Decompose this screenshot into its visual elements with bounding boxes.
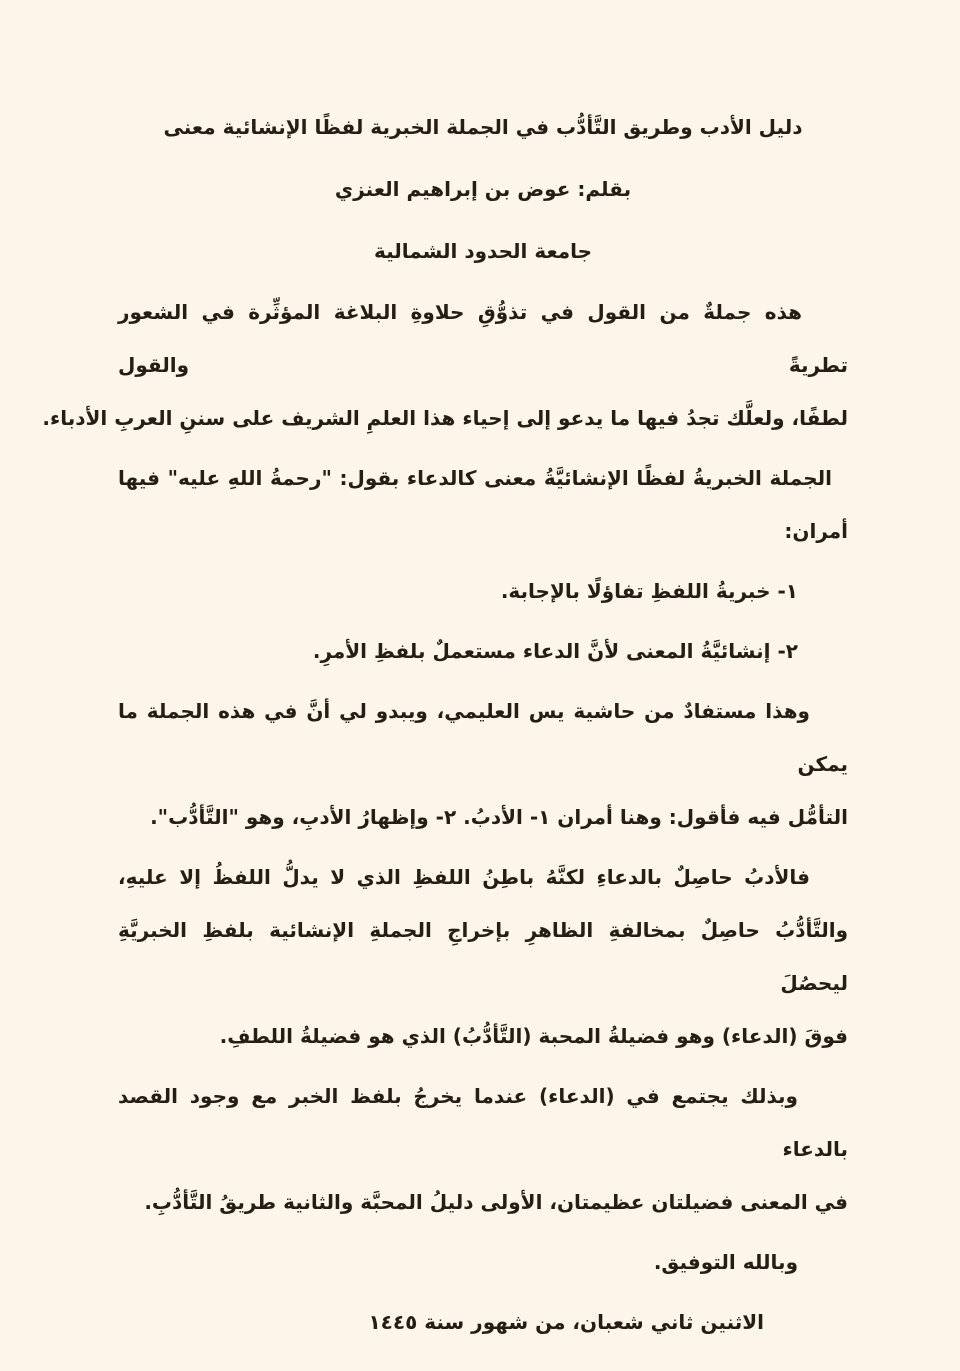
- closing-line: [118, 1236, 848, 1289]
- text-line: أمران:: [784, 519, 848, 543]
- text-line: وهذا مستفادٌ من حاشية يس العليمي، ويبدو لي أنَّ في هذه الجملة ما يمكن: [118, 699, 848, 776]
- text-line: وبالله التوفيق.: [653, 1250, 798, 1274]
- list-item-1: [118, 565, 848, 618]
- text-line: هذه جملةٌ من القول في تذوُّقِ حلاوةِ البلاغة المؤثِّرة في الشعور تطريةً والقول: [118, 300, 848, 377]
- text-line: ٢- إنشائيَّةُ المعنى لأنَّ الدعاء مستعملٌ بلفظِ الأمرِ.: [312, 639, 798, 663]
- byline: بقلم: عوض بن إبراهيم العنزي: [334, 177, 632, 201]
- paragraph-intro: [42, 286, 848, 445]
- list-item-2: [118, 625, 848, 678]
- affiliation: جامعة الحدود الشمالية: [373, 239, 593, 263]
- document-body: [42, 286, 848, 1349]
- paragraph-conclusion: [118, 1070, 848, 1229]
- date-line: [118, 1296, 848, 1349]
- text-line: فوقَ (الدعاء) وهو فضيلةُ المحبة (التَّأدُّبُ) الذي هو فضيلةُ اللطفِ.: [219, 1024, 848, 1048]
- document-title: دليل الأدب وطريق التَّأدُّب في الجملة الخبرية لفظًا الإنشائية معنى: [163, 115, 803, 139]
- text-line: التأمُّل فيه فأقول: وهنا أمران ١- الأدبُ. ٢- وإظهارُ الأدبِ، وهو "التَّأدُّب".: [150, 805, 848, 829]
- text-line: وبذلك يجتمع في (الدعاء) عندما يخرجُ بلفظ الخبر مع وجود القصد بالدعاء: [118, 1084, 848, 1161]
- paragraph-commentary: [118, 685, 848, 844]
- text-line: فالأدبُ حاصِلٌ بالدعاءِ لكنَّهُ باطِنُ اللفظِ الذي لا يدلُّ اللفظُ إلا عليهِ،: [118, 865, 810, 889]
- paragraph-thesis: [118, 452, 848, 558]
- text-line: في المعنى فضيلتان عظيمتان، الأولى دليلُ المحبَّة والثانية طريقُ التَّأدُّبِ.: [144, 1190, 848, 1214]
- text-line: لطفًا، ولعلَّك تجدُ فيها ما يدعو إلى إحياء هذا العلمِ الشريف على سننِ العربِ الأدباء.: [42, 406, 848, 430]
- paragraph-analysis: [118, 851, 848, 1063]
- text-line: الاثنين ثاني شعبان، من شهور سنة ١٤٤٥: [368, 1310, 764, 1334]
- text-line: والتَّأدُّبُ حاصِلٌ بمخالفةِ الظاهرِ بإخراجِ الجملةِ الإنشائية بلفظِ الخبريَّةِ ليحصُلَ: [118, 918, 848, 995]
- text-line: ١- خبريةُ اللفظِ تفاؤلًا بالإجابة.: [500, 579, 798, 603]
- text-line: الجملة الخبريةُ لفظًا الإنشائيَّةُ معنى كالدعاء بقول: "رحمةُ اللهِ عليه" فيها: [118, 466, 832, 490]
